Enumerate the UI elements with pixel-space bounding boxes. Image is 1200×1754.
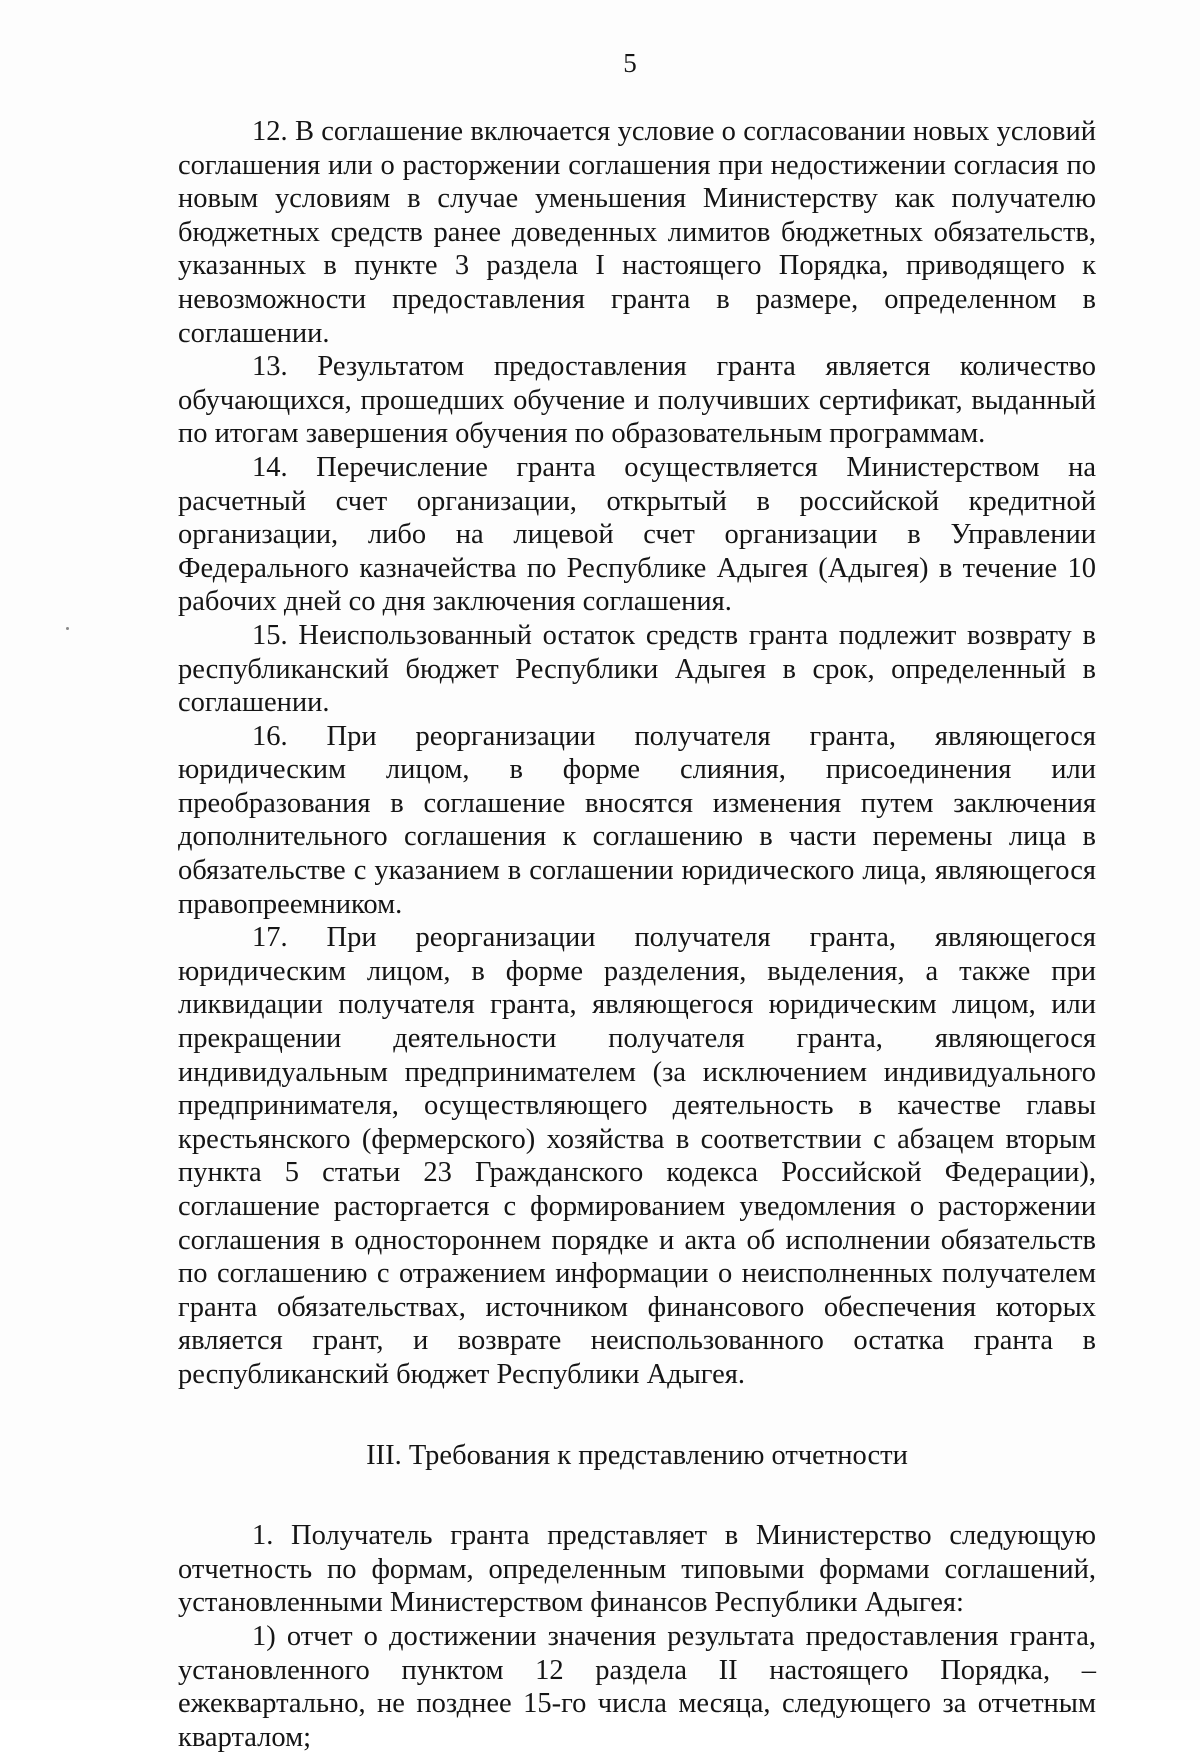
paragraph-13: 13. Результатом предоставления гранта является количество обучающихся, прошедших обучение и получивших сертификат, выданный по итогам завершения обучения по образовательным программам.	[178, 351, 1096, 450]
section-paragraph-1-item-1: 1) отчет о достижении значения результата предоставления гранта, установленного пунктом 12 раздела II настоящего Порядка, – ежеквартально, не позднее 15-го числа месяца, следующего за отчетным кварталом;	[178, 1620, 1096, 1753]
page-number: 5	[623, 48, 637, 78]
paragraph-14: 14. Перечисление гранта осуществляется Министерством на расчетный счет организации, открытый в российской кредитной организации, либо на лицевой счет организации в Управлении Федерального казначейства по Республике Адыгея (Адыгея) в течение 10 рабочих дней со дня заключения соглашения.	[178, 451, 1096, 618]
section-heading: III. Требования к представлению отчетности	[366, 1439, 908, 1471]
paragraph-15: 15. Неиспользованный остаток средств гранта подлежит возврату в республиканский бюджет Республики Адыгея в срок, определенный в соглашении.	[178, 619, 1096, 719]
document-body	[178, 115, 1096, 1754]
paragraph-16: 16. При реорганизации получателя гранта, являющегося юридическим лицом, в форме слияния, присоединения или преобразования в соглашение вносятся изменения путем заключения дополнительного соглашения к соглашению в части перемены лица в обязательстве с указанием в соглашении юридического лица, являющегося правопреемником.	[178, 720, 1096, 920]
paragraph-12: 12. В соглашение включается условие о согласовании новых условий соглашения или о расторжении соглашения при недостижении согласия по новым условиям в случае уменьшения Министерству как получателю бюджетных средств ранее доведенных лимитов бюджетных обязательств, указанных в пункте 3 раздела I настоящего Порядка, приводящего к невозможности предоставления гранта в размере, определенном в соглашении.	[178, 116, 1096, 349]
paragraph-17: 17. При реорганизации получателя гранта, являющегося юридическим лицом, в форме разделения, выделения, а также при ликвидации получателя гранта, являющегося юридическим лицом, или прекращении деятельности получателя гранта, являющегося индивидуальным предпринимателем (за исключением индивидуального предпринимателя, осуществляющего деятельность в качестве главы крестьянского (фермерского) хозяйства в соответствии с абзацем вторым пункта 5 статьи 23 Гражданского кодекса Российской Федерации), соглашение расторгается с формированием уведомления о расторжении соглашения в одностороннем порядке и акта об исполнении обязательств по соглашению с отражением информации о неисполненных получателем гранта обязательствах, источником финансового обеспечения которых является грант, и возврате неиспользованного остатка гранта в республиканский бюджет Республики Адыгея.	[178, 922, 1096, 1390]
scan-speck	[66, 627, 69, 630]
section-paragraph-1: 1. Получатель гранта представляет в Министерство следующую отчетность по формам, определенным типовыми формами соглашений, установленными Министерством финансов Республики Адыгея:	[178, 1520, 1096, 1619]
